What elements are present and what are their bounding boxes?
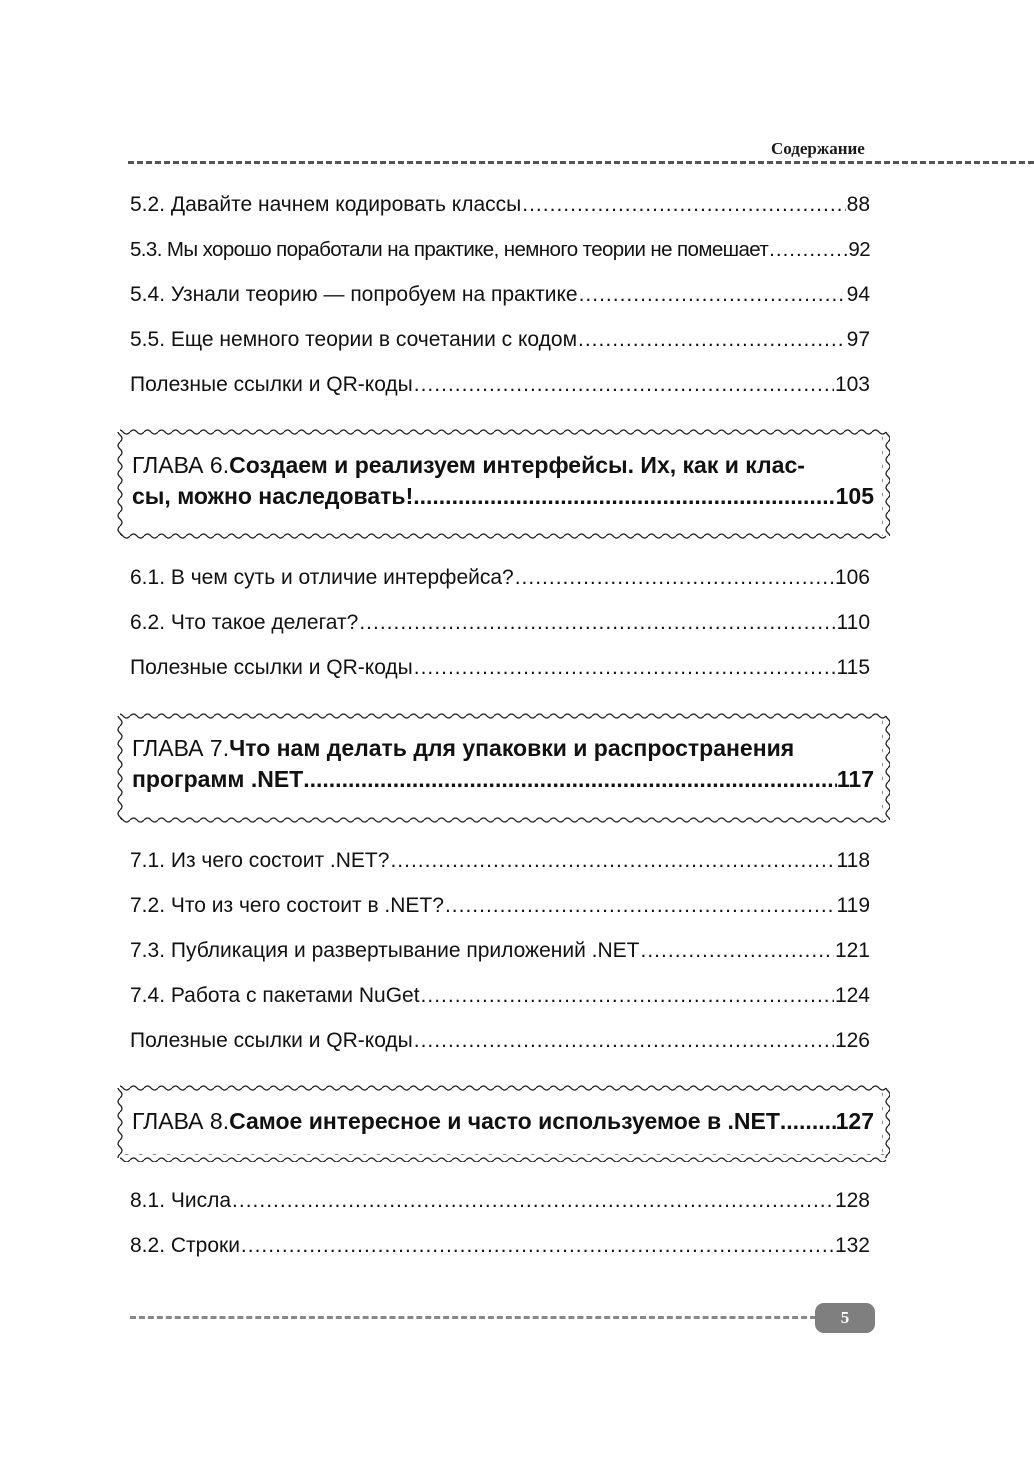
toc-entry-page: 110: [836, 611, 870, 634]
dot-leader: [359, 610, 835, 636]
page-number-badge: 5: [815, 1303, 875, 1333]
chapter-title: Самое интересное и часто используемое в .NET: [229, 1108, 780, 1134]
toc-entry[interactable]: [130, 565, 870, 591]
dot-leader: [232, 1188, 834, 1214]
chapter-prefix: ГЛАВА 6.: [132, 452, 230, 478]
dot-leader: [414, 372, 834, 398]
chapter-heading: [132, 733, 874, 795]
chapter-title: Что нам делать для упаковки и распространения: [229, 735, 795, 761]
toc-entry-label: 5.4. Узнали теорию — попробуем на практике: [130, 283, 578, 306]
toc-entry-page: 97: [846, 328, 870, 351]
toc-entry-label: 5.3. Мы хорошо поработали на практике, немного теории не помешает: [130, 238, 769, 261]
toc-entry[interactable]: [130, 1233, 870, 1259]
toc-entry[interactable]: [130, 372, 870, 398]
dot-leader: [579, 282, 846, 308]
dot-leader: [414, 655, 836, 681]
dot-leader: [780, 1106, 836, 1137]
toc-entry-label: 8.2. Строки: [130, 1234, 240, 1257]
chapter-title-continued: сы, можно наследовать!: [132, 483, 414, 509]
toc-entry-page: 88: [846, 193, 870, 216]
toc-entry[interactable]: [130, 327, 870, 353]
toc-entry-label: Полезные ссылки и QR-коды: [130, 1029, 413, 1052]
toc-entry-page: 106: [834, 566, 870, 589]
toc-entry[interactable]: [130, 938, 870, 964]
toc-entry[interactable]: [130, 848, 870, 874]
toc-entry-label: 7.4. Работа с пакетами NuGet: [130, 984, 420, 1007]
chapter-page: 105: [835, 483, 874, 509]
toc-entry[interactable]: [130, 655, 870, 681]
chapter-prefix: ГЛАВА 7.: [132, 735, 230, 761]
toc-entry-page: 119: [836, 894, 870, 917]
toc-entry-page: 103: [834, 373, 870, 396]
chapter-6-box[interactable]: [116, 428, 890, 540]
toc-entry-page: 118: [836, 849, 870, 872]
chapter-heading: [132, 1106, 874, 1137]
bottom-divider: [130, 1316, 816, 1319]
dot-leader: [414, 1028, 834, 1054]
dot-leader: [390, 848, 835, 874]
dot-leader: [445, 893, 836, 919]
toc-entry-page: 121: [834, 939, 870, 962]
dot-leader: [421, 983, 834, 1009]
dot-leader: [578, 327, 846, 353]
dot-leader: [241, 1233, 834, 1259]
toc-entry-label: 5.2. Давайте начнем кодировать классы: [130, 193, 522, 216]
dot-leader: [515, 565, 834, 591]
toc-entry-label: Полезные ссылки и QR-коды: [130, 656, 413, 679]
toc-entry-label: Полезные ссылки и QR-коды: [130, 373, 413, 396]
toc-entry-label: 8.1. Числа: [130, 1189, 232, 1212]
dot-leader: [769, 237, 847, 263]
toc-entry-page: 132: [834, 1234, 870, 1257]
toc-entry-label: 6.1. В чем суть и отличие интерфейса?: [130, 566, 514, 589]
chapter-prefix: ГЛАВА 8.: [132, 1108, 230, 1134]
toc-entry-page: 126: [834, 1029, 870, 1052]
toc-entry-page: 92: [848, 238, 870, 261]
top-divider: [128, 161, 1034, 164]
toc-entry[interactable]: [130, 1028, 870, 1054]
toc-entry-page: 94: [846, 283, 870, 306]
chapter-heading: [132, 450, 874, 512]
toc-entry-label: 5.5. Еще немного теории в сочетании с кодом: [130, 328, 578, 351]
toc-entry-page: 128: [834, 1189, 870, 1212]
toc-entry-label: 7.2. Что из чего состоит в .NET?: [130, 894, 444, 917]
toc-entry[interactable]: [130, 1188, 870, 1214]
chapter-page: 127: [835, 1108, 874, 1134]
toc-entry-label: 7.1. Из чего состоит .NET?: [130, 849, 390, 872]
chapter-title: Создаем и реализуем интерфейсы. Их, как и клас-: [229, 452, 805, 478]
toc-entry[interactable]: [130, 282, 870, 308]
dot-leader: [303, 764, 837, 795]
chapter-7-box[interactable]: [116, 712, 890, 824]
toc-entry-label: 7.3. Публикация и развертывание приложений .NET: [130, 939, 640, 962]
toc-entry-page: 124: [834, 984, 870, 1007]
toc-entry-label: 6.2. Что такое делегат?: [130, 611, 359, 634]
toc-entry[interactable]: [130, 610, 870, 636]
dot-leader: [641, 938, 834, 964]
dot-leader: [522, 192, 845, 218]
chapter-title-continued: программ .NET: [132, 766, 304, 792]
running-head: Содержание: [771, 139, 865, 158]
chapter-8-box[interactable]: [116, 1084, 890, 1162]
toc-entry-page: 115: [836, 656, 870, 679]
chapter-page: 117: [836, 766, 874, 792]
dot-leader: [413, 481, 835, 512]
toc-entry[interactable]: [130, 983, 870, 1009]
toc-entry[interactable]: [130, 893, 870, 919]
toc-entry[interactable]: [130, 192, 870, 218]
toc-entry[interactable]: [130, 237, 870, 263]
